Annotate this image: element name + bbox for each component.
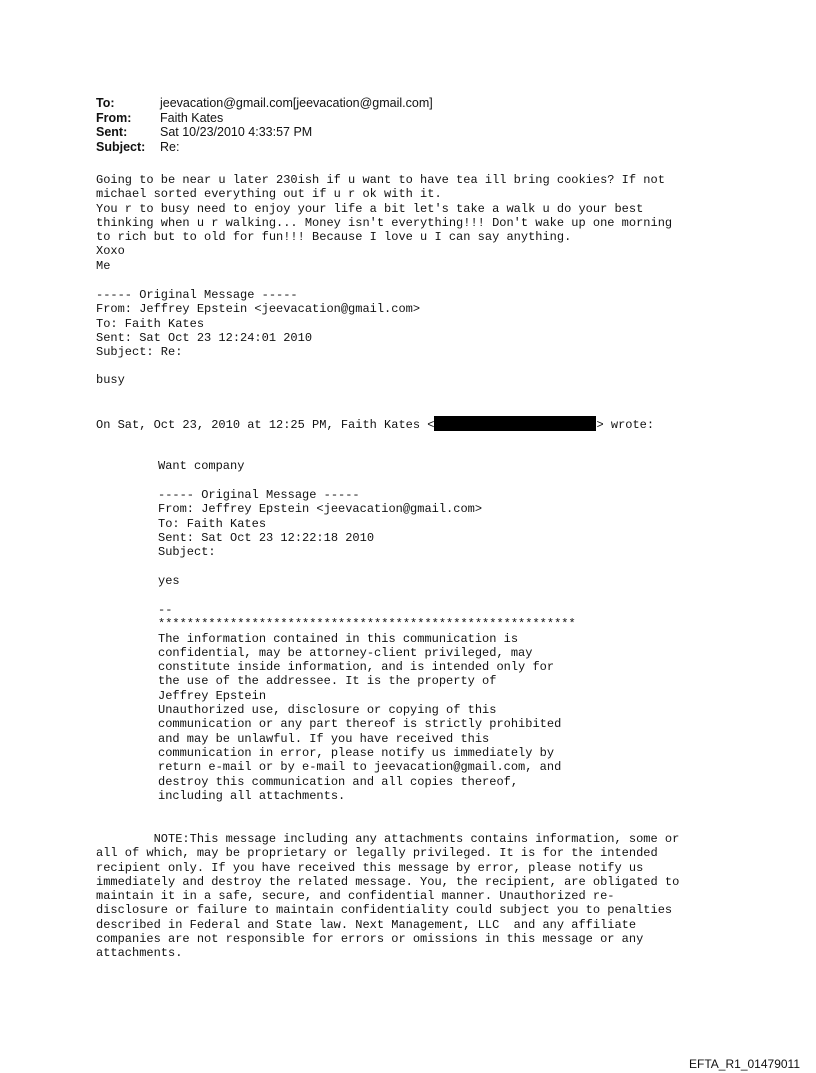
sent-value: Sat 10/23/2010 4:33:57 PM <box>160 125 313 139</box>
legal-note: NOTE:This message including any attachments contains information, some or all of which, may be proprietary or legally privileged. It is for the intended recipient only. If you have received this message by error, please notify us immediately and destroy the related message. You, the recipient, are obligated to maintain it in a safe, secure, and confidential manner. Unauthorized re- disclosure or failure to maintain confidentiality could subject you to penalties described in Federal and State law. Next Management, LLC and any affiliate companies are not responsible for errors or omissions in this message or any attachments. <box>96 832 680 961</box>
from-row <box>96 111 433 126</box>
to-value: jeevacation@gmail.com[jeevacation@gmail.com] <box>160 96 433 110</box>
quote-attribution <box>96 416 654 432</box>
quote-prefix: On Sat, Oct 23, 2010 at 12:25 PM, Faith Kates < <box>96 418 435 432</box>
to-label: To: <box>96 96 115 110</box>
original-message-header-2: ----- Original Message ----- From: Jeffrey Epstein <jeevacation@gmail.com> To: Faith Kates Sent: Sat Oct 23 12:22:18 2010 Subject: <box>158 488 483 560</box>
original-message-header-1: ----- Original Message ----- From: Jeffrey Epstein <jeevacation@gmail.com> To: Faith Kates Sent: Sat Oct 23 12:24:01 2010 Subject: Re: <box>96 288 421 360</box>
sent-row <box>96 125 433 140</box>
email-header <box>96 96 433 154</box>
reply-busy: busy <box>96 373 125 387</box>
confidentiality-signature: -- ********************************************************** The information contained in this communication is confidential, may be attorney-client privileged, may constitute inside information, and is intended only for the use of the addressee. It is the property of Jeffrey Epstein Unauthorized use, disclosure or copying of this communication or any part thereof is strictly prohibited and may be unlawful. If you have received this communication in error, please notify us immediately by return e-mail or by e-mail to jeevacation@gmail.com, and destroy this communication and all copies thereof, including all attachments. <box>158 603 576 803</box>
to-row <box>96 96 433 111</box>
subject-value: Re: <box>160 139 180 154</box>
redaction-box <box>434 416 596 431</box>
from-value: Faith Kates <box>160 110 224 125</box>
message-body: Going to be near u later 230ish if u want to have tea ill bring cookies? If not michael sorted everything out if u r ok with it. You r to busy need to enjoy your life a bit let's take a walk u do your best thinking when u r walking... Money isn't everything!!! Don't wake up one morning to rich but to old for fun!!! Because I love u I can say anything. Xoxo Me <box>96 173 673 273</box>
quote-suffix: > wrote: <box>596 418 655 432</box>
quoted-yes: yes <box>158 574 180 588</box>
document-id: EFTA_R1_01479011 <box>689 1057 800 1071</box>
subject-row <box>96 140 433 155</box>
sent-label: Sent: <box>96 125 128 139</box>
subject-label: Subject: <box>96 139 146 154</box>
from-label: From: <box>96 110 132 125</box>
quoted-want-company: Want company <box>158 459 245 473</box>
